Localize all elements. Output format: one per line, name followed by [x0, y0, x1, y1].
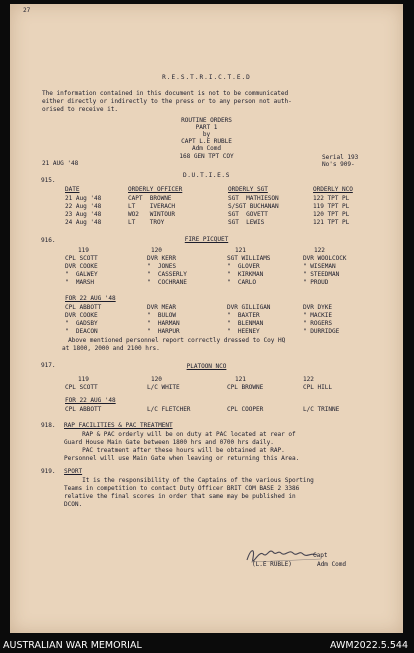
platoon-nco: CPL ABBOTT [65, 406, 102, 413]
notice-line: orised to receive it. [42, 106, 118, 113]
platoon-head: 119 [78, 376, 89, 383]
picquet-entry: CPL SCOTT [65, 255, 98, 262]
picquet-entry: " MARSH [65, 279, 94, 286]
platoon-nco: CPL SCOTT [65, 384, 98, 391]
picquet-entry: " HARPUR [147, 328, 180, 335]
picquet-entry: " HARMAN [147, 320, 180, 327]
duty-date: 23 Aug '48 [65, 211, 102, 218]
col-header: ORDERLY NCO [313, 186, 353, 193]
for-22-aug-label: FOR 22 AUG '48 [65, 397, 116, 404]
picquet-entry: " DEACON [65, 328, 98, 335]
notice-line: either directly or indirectly to the press or to any person not auth- [42, 98, 292, 105]
duty-nco: 120 TPT PL [313, 211, 350, 218]
duty-nco: 122 TPT PL [313, 195, 350, 202]
platoon-nco: CPL HILL [303, 384, 332, 391]
rap-line: Personnel will use Main Gate when leaving or returning this Area. [64, 455, 300, 462]
platoon-head: 120 [151, 376, 162, 383]
picquet-entry: DVR COOKE [65, 263, 98, 270]
duty-officer: CAPT BROWNE [128, 195, 172, 202]
picquet-entry: DVR MEAR [147, 304, 176, 311]
for-22-aug-label: FOR 22 AUG '48 [65, 295, 116, 302]
platoon-head: 122 [314, 247, 325, 254]
title-line: PART 1 [195, 124, 218, 131]
picquet-note: at 1800, 2000 and 2100 hrs. [62, 345, 160, 352]
section-number: 919. [41, 468, 56, 475]
rap-line: RAP & PAC orderly will be on duty at PAC located at rear of [64, 431, 296, 438]
rap-line: PAC treatment after these hours will be obtained at RAP. [64, 447, 285, 454]
picquet-entry: DVR WOOLCOCK [303, 255, 347, 262]
picquet-entry: " PROUD [303, 279, 329, 286]
duty-sgt: S/SGT BUCHANAN [228, 203, 279, 210]
footer-accession-number: AWM2022.5.544 [330, 640, 408, 651]
picquet-entry: " GLOVER [227, 263, 260, 270]
platoon-head: 121 [235, 376, 246, 383]
platoon-head: 122 [303, 376, 314, 383]
picquet-entry: " KIRKMAN [227, 271, 264, 278]
duty-nco: 119 TPT PL [313, 203, 350, 210]
notice-line: The information contained in this document is not to be communicated [42, 90, 289, 97]
duty-sgt: SGT GOVETT [228, 211, 268, 218]
picquet-note: Above mentioned personnel report correctly dressed to Coy HQ [50, 337, 286, 344]
fire-picquet-heading: FIRE PICQUET [184, 236, 229, 243]
platoon-head: 119 [78, 247, 89, 254]
picquet-entry: " WISEMAN [303, 263, 336, 270]
picquet-entry: " JONES [147, 263, 176, 270]
duties-heading: D.U.T.I.E.S [183, 172, 230, 179]
duty-officer: LT IVERACH [128, 203, 176, 210]
picquet-entry: " GALWEY [65, 271, 98, 278]
document-page [10, 4, 403, 633]
col-header: ORDERLY OFFICER [128, 186, 183, 193]
duty-date: 21 Aug '48 [65, 195, 102, 202]
corner-mark: 27 [23, 7, 31, 14]
sport-heading: SPORT [64, 468, 83, 475]
duty-nco: 121 TPT PL [313, 219, 350, 226]
section-number: 916. [41, 237, 56, 244]
classification-heading: R.E.S.T.R.I.C.T.E.D [162, 74, 251, 81]
picquet-entry: DVR DYKE [303, 304, 332, 311]
picquet-entry: " STEEDMAN [303, 271, 340, 278]
picquet-entry: DVR GILLIGAN [227, 304, 271, 311]
sport-line: Teams in competition to contact Duty Officer BRIT COM BASE 2 3386 [64, 485, 300, 492]
platoon-nco: L/C WHITE [147, 384, 180, 391]
col-header: ORDERLY SGT [228, 186, 268, 193]
rap-heading: RAP FACILITIES & PAC TREATMENT [64, 422, 173, 429]
picquet-entry: CPL ABBOTT [65, 304, 102, 311]
picquet-entry: " DURRIDGE [303, 328, 340, 335]
platoon-nco: CPL BROWNE [227, 384, 264, 391]
sport-line: relative the final scores in order that same may be published in [64, 493, 296, 500]
rap-line: Guard House Main Gate between 1800 hrs and 0700 hrs daily. [64, 439, 274, 446]
sport-line: DCON. [64, 501, 83, 508]
picquet-entry: " CARLO [227, 279, 256, 286]
order-date: 21 AUG '48 [42, 160, 79, 167]
platoon-nco: L/C FLETCHER [147, 406, 191, 413]
picquet-entry: DVR KERR [147, 255, 176, 262]
section-number: 915. [41, 177, 56, 184]
title-line: CAPT L.E RUBLE [181, 138, 232, 145]
picquet-entry: " CASSERLY [147, 271, 187, 278]
duty-sgt: SGT MATHIESON [228, 195, 279, 202]
title-line: Adm Comd [192, 145, 221, 152]
picquet-entry: " COCHRANE [147, 279, 187, 286]
picquet-entry: " ROGERS [303, 320, 332, 327]
serial-number: Serial 193 [322, 154, 359, 161]
picquet-entry: SGT WILLIAMS [227, 255, 271, 262]
platoon-nco-heading: PLATOON NCO [186, 363, 227, 370]
order-numbers: No's 909- [322, 161, 355, 168]
signature-rank: Capt [313, 552, 328, 559]
platoon-head: 121 [235, 247, 246, 254]
picquet-entry: " BULOW [147, 312, 176, 319]
duty-officer: WO2 WINTOUR [128, 211, 176, 218]
footer-institution: AUSTRALIAN WAR MEMORIAL [3, 640, 142, 651]
col-header: DATE [65, 186, 80, 193]
picquet-entry: " BLENMAN [227, 320, 264, 327]
picquet-entry: " MACKIE [303, 312, 332, 319]
picquet-entry: " HEENEY [227, 328, 260, 335]
title-line: 168 GEN TPT COY [179, 153, 234, 160]
duty-officer: LT TROY [128, 219, 165, 226]
section-number: 918. [41, 422, 56, 429]
platoon-nco: L/C TRINNE [303, 406, 340, 413]
picquet-entry: DVR COOKE [65, 312, 98, 319]
title-line: by [202, 131, 211, 138]
signature-name: (L.E RUBLE) [252, 561, 292, 568]
sport-line: It is the responsibility of the Captains of the various Sporting [64, 477, 314, 484]
picquet-entry: " GADSBY [65, 320, 98, 327]
picquet-entry: " BAXTER [227, 312, 260, 319]
duty-date: 22 Aug '48 [65, 203, 102, 210]
platoon-nco: CPL COOPER [227, 406, 264, 413]
section-number: 917. [41, 362, 56, 369]
duty-date: 24 Aug '48 [65, 219, 102, 226]
signature-title: Adm Comd [317, 561, 346, 568]
title-line: ROUTINE ORDERS [181, 117, 232, 124]
duty-sgt: SGT LEWIS [228, 219, 265, 226]
platoon-head: 120 [151, 247, 162, 254]
